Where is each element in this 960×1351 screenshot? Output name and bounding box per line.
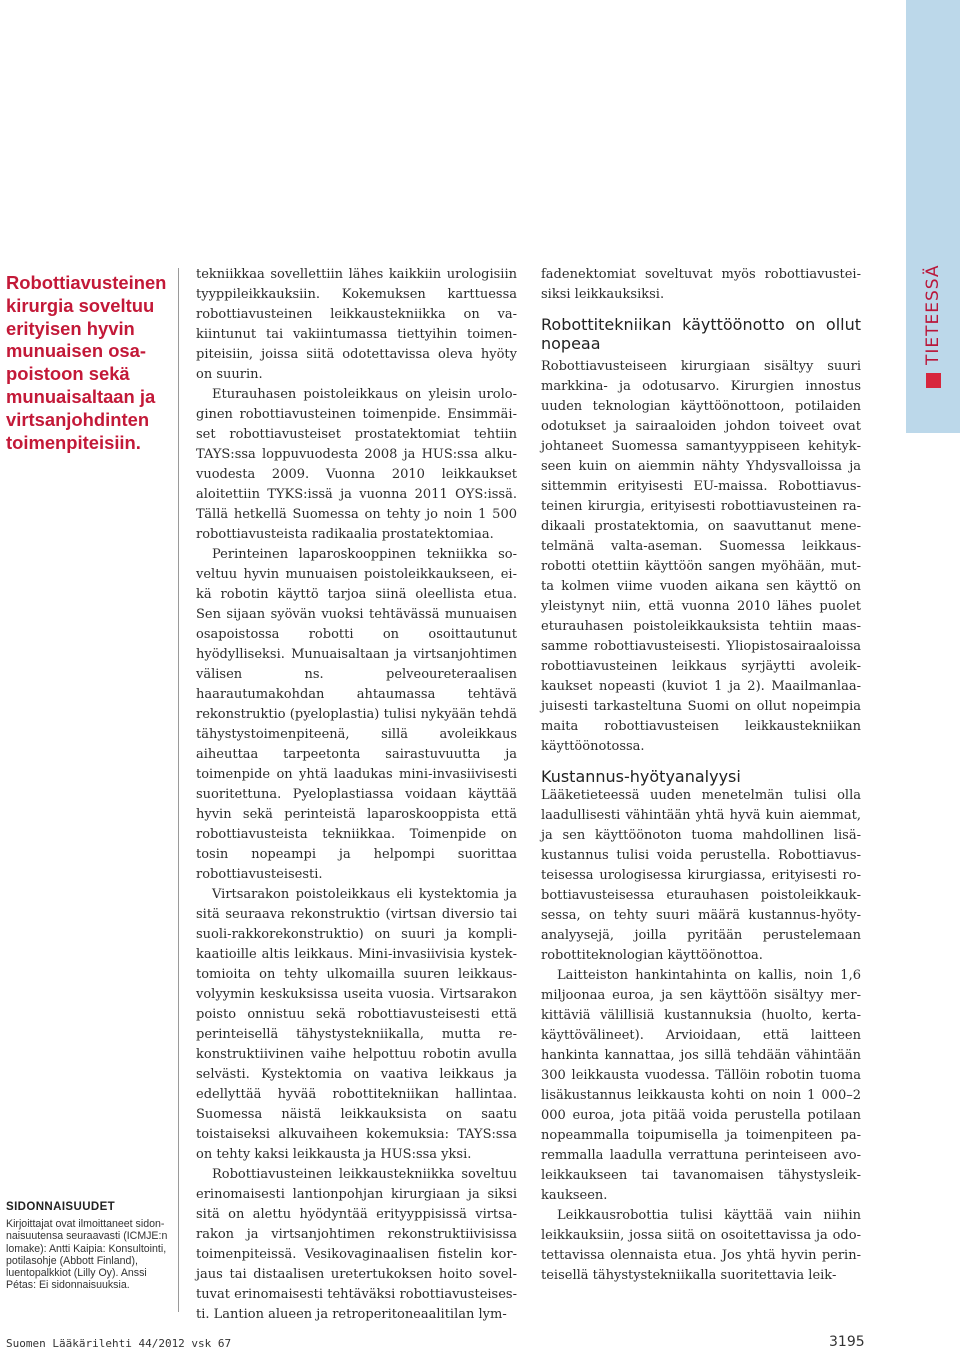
section-square-icon bbox=[926, 373, 941, 388]
column-divider bbox=[178, 268, 179, 1312]
disclosure-title: SIDONNAISUUDET bbox=[6, 1201, 116, 1213]
paragraph: Virtsarakon poistoleikkaus eli kystektomia ja sitä seuraava rekonstruktio (virtsan diversio tai suoli-rakkorekonstruktio) on suuri ja komplikaatioille altis leikkaus. Mini-invasiivisia kystektomioita on tehty ulkomailla suuren leikkausvolyymin keskuksissa useita vuosia. Virtsarakon poisto onnistuu sekä robottiavusteisesti että perinteisellä tähystystekniikalla, mutta rekonstruktiivinen vaihe helpottuu robotin avulla selvästi. Kystektomia on vaativa leikkaus ja edellyttää hyvää robottitekniikan hallintaa. Suomessa näistä leikkauksista on saatu toistaiseksi alkuvaiheen kokemuksia: TAYS:ssa on tehty kaksi leikkausta ja HUS:ssa yksi. bbox=[196, 887, 517, 1162]
paragraph: Eturauhasen poistoleikkaus on yleisin urologinen robottiavusteinen toimenpide. Ensimmäiset robottiavusteiset prostatektomiat tehtiin TAYS:ssa loppuvuodesta 2008 ja HUS:ssa alkuvuodesta 2009. Vuonna 2010 leikkaukset aloitettiin TYKS:issä ja vuonna 2011 OYS:issä. Tällä hetkellä Suomessa on tehty jo noin 1 500 robottiavusteista radikaalia prostatektomiaa. bbox=[196, 387, 517, 542]
paragraph: Leikkausrobottia tulisi käyttää vain niihin leikkauksiin, jossa siitä on osoitettavissa ja odotettavissa olennaista etua. Jos yhtä hyvin perinteisellä tähystystekniikalla suoritettavia leik- bbox=[541, 1208, 861, 1283]
pull-quote: Robottiavusteinen kirurgia soveltuu erityisen hyvin munuaisen osapoistoon sekä munuaisaltaan ja virtsanjohdinten toimenpiteisiin. bbox=[6, 272, 167, 453]
paragraph: Lääketieteessä uuden menetelmän tulisi olla laadullisesti vähintään yhtä hyvä kuin aiemmat, ja sen käyttöönoton tuoma mahdollinen lisäkustannus tulisi voida perustella. Robottiavusteisessa urologisessa kirurgiassa, erityisesti robottiavusteisessa eturauhasen poistoleikkauksessa, on tehty suuri määrä kustannus-hyötyanalyysejä, joilla pyritään perustelemaan robottiteknologian käyttöönottoa. bbox=[541, 788, 861, 963]
paragraph: Laitteiston hankintahinta on kallis, noin 1,6 miljoonaa euroa, ja sen käyttöön sisältyy merkittäviä välillisiä kustannuksia (huolto, kertakäyttövälineet). Arvioidaan, että laitteen hankinta kannattaa, jos sillä tehdään vähintään 300 leikkausta vuodessa. Tällöin robotin tuoma lisäkustannus leikkausta kohti on noin 1 000–2 000 euroa, jota pitää voida perustella potilaan nopeammalla toipumisella ja toimenpiteen paremmalla laadulla verrattuna perinteiseen avoleikkaukseen tai tavanomaisen tähystysleikkaukseen. bbox=[541, 968, 861, 1203]
section-heading: Kustannus-hyötyanalyysi bbox=[541, 767, 741, 786]
paragraph: fadenektomiat soveltuvat myös robottiavusteisiksi leikkauksiksi. bbox=[541, 267, 861, 302]
journal-footer: Suomen Lääkärilehti 44/2012 vsk 67 bbox=[6, 1337, 232, 1350]
disclosure-body: Kirjoittajat ovat ilmoittaneet sidonnaisuutensa seuraavasti (ICMJE:n lomake): Antti Kaipia: Konsultointi, potilasohje (Abbott Finland), luentopalkkiot (Lilly Oy). Anssi Pétas: Ei sidonnaisuuksia. bbox=[6, 1218, 168, 1292]
page-number: 3195 bbox=[829, 1334, 865, 1350]
section-tab-label: TIETEESSÄ bbox=[923, 264, 943, 365]
disclosure-box bbox=[6, 1201, 170, 1291]
section-heading: Robottitekniikan käyttöönotto on ollut nopeaa bbox=[541, 315, 861, 353]
section-tab bbox=[906, 0, 960, 433]
paragraph: Robottiavusteinen leikkaustekniikka soveltuu erinomaisesti lantionpohjan kirurgiaan ja siksi sitä on alettu hyödyntää erityyppisissä virtsarakon ja virtsanjohtimen rekonstruktiivisissa toimenpiteissä. Vesikovaginaalisen fistelin korjaus tai distaalisen uretertukoksen hoito soveltuvat erinomaisesti tehtäväksi robottiavusteisesti. Lantion alueen ja retroperitoneaalitilan lym- bbox=[196, 1167, 517, 1322]
paragraph: Perinteinen laparoskooppinen tekniikka soveltuu hyvin munuaisen poistoleikkaukseen, eikä robotin käyttö tarjoa siinä oleellista etua. Sen sijaan syövän vuoksi tehtävässä munuaisen osapoistossa robotti on osoittautunut hyödylliseksi. Munuaisaltaan ja virtsanjohtimen välisen ns. pelveoureteraalisen haarautumakohdan ahtaumassa tehtävä rekonstruktio (pyeloplastia) tulisi nykyään tehdä tähystystoimenpiteenä, sillä avoleikkaus aiheuttaa tarpeetonta sairastuvuutta ja toimenpide on yhtä laadukas mini-invasiivisesti suoritettuna. Pyeloplastiassa voidaan käyttää hyvin sekä perinteistä laparoskooppista että robottiavusteista tekniikkaa. Toimenpide on tosin nopeampi ja helpompi suorittaa robottiavusteisesti. bbox=[196, 547, 517, 882]
paragraph: tekniikkaa sovellettiin lähes kaikkiin urologisiin tyyppileikkauksiin. Kokemuksen karttuessa robottiavusteinen leikkaustekniikka on vakiintunut tai vakiintumassa tiettyihin toimenpiteisiin, joissa siitä odotettavissa oleva hyöty on suurin. bbox=[196, 267, 517, 382]
paragraph: Robottiavusteiseen kirurgiaan sisältyy suuri markkina- ja odotusarvo. Kirurgien innostus uuden teknologian käyttöönottoon, potilaiden odotukset ja sairaaloiden johdon toiveet ovat johtaneet Suomessa samantyyppiseen kehitykseen kuin on aiemmin nähty Yhdysvalloissa ja sittemmin erityisesti EU-maissa. Robottiavusteinen kirurgia, erityisesti robottiavusteinen radikaali prostatektomia, on saavuttanut menetelmänä valta-aseman. Suomessa leikkausrobotti otettiin käyttöön sangen myöhään, mutta kolmen viime vuoden aikana sen käyttö on yleistynyt niin, että vuonna 2010 lähes puolet eturauhasen poistoleikkauksista tehtiin maassamme robottiavusteisesti. Yliopistosairaaloissa robottiavusteinen leikkaus syrjäytti avoleikkaukset nopeasti (kuviot 1 ja 2). Maailmanlaajuisesti tarkasteltuna Suomi on ollut nopeimpia maita robottiavusteisen leikkaustekniikan käyttöönotossa. bbox=[541, 359, 861, 754]
article-column-middle bbox=[196, 265, 517, 1325]
section-tab-label-row bbox=[914, 108, 952, 388]
article-column-right bbox=[541, 265, 861, 1286]
